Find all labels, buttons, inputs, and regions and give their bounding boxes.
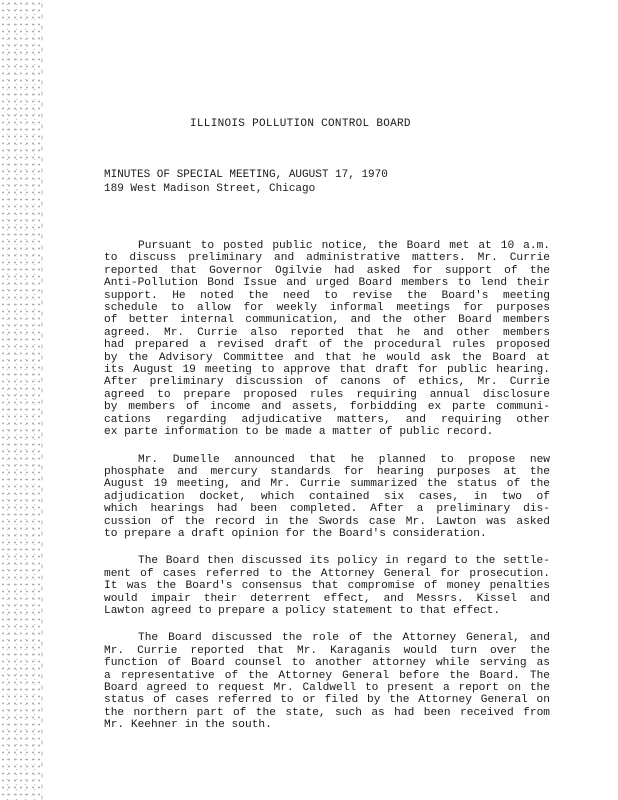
- paragraph-line: cations regarding adjudicative matters, and requiring other: [104, 413, 550, 426]
- minutes-body: [104, 240, 550, 747]
- paragraph-line: its August 19 meeting to approve that draft for public hearing.: [104, 364, 550, 377]
- paragraph-line: status of cases referred to or filed by the Attorney General on: [104, 694, 550, 707]
- paragraph-line: a representative of the Attorney General before the Board. The: [104, 669, 550, 682]
- paragraph-line: which hearings had been completed. After a preliminary dis-: [104, 503, 550, 516]
- minutes-paragraph: [104, 454, 550, 541]
- paragraph-line: Mr. Currie reported that Mr. Karaganis would turn over the: [104, 644, 550, 657]
- paragraph-line: to discuss preliminary and administrative matters. Mr. Currie: [104, 252, 550, 265]
- document-title: ILLINOIS POLLUTION CONTROL BOARD: [190, 118, 411, 130]
- minutes-paragraph: [104, 240, 550, 439]
- paragraph-line: to prepare a draft opinion for the Board's consideration.: [104, 527, 487, 540]
- paragraph-line: Board agreed to request Mr. Caldwell to present a report on the: [104, 682, 550, 694]
- paragraph-line: Anti-Pollution Bond Issue and urged Board members to lend their: [104, 277, 550, 290]
- minutes-paragraph: [104, 555, 550, 617]
- paragraph-line: had prepared a revised draft of the procedural rules proposed: [104, 339, 550, 352]
- meeting-heading-line: MINUTES OF SPECIAL MEETING, AUGUST 17, 1970: [104, 169, 388, 181]
- paragraph-line: cussion of the record in the Swords case Mr. Lawton was asked: [104, 515, 550, 528]
- paragraph-line: by members of income and assets, forbidding ex parte communi-: [104, 401, 550, 414]
- paragraph-line: function of Board counsel to another attorney while serving as: [104, 657, 550, 670]
- paragraph-line: The Board then discussed its policy in regard to the settle-: [138, 555, 550, 568]
- minutes-paragraph: [104, 632, 550, 731]
- paragraph-line: of better internal communication, and the other Board members: [104, 314, 550, 327]
- paragraph-line: the northern part of the state, such as had been received from: [104, 706, 550, 719]
- scan-edge-artifact: [0, 0, 40, 800]
- paragraph-line: support. He noted the need to revise the Board's meeting: [104, 289, 550, 302]
- meeting-heading-line: 189 West Madison Street, Chicago: [104, 183, 316, 195]
- paragraph-line: ment of cases referred to the Attorney General for prosecution.: [104, 567, 550, 580]
- scan-edge-artifact-inner: [40, 0, 44, 800]
- paragraph-line: phosphate and mercury standards for hearing purposes at the: [104, 465, 550, 478]
- paragraph-line: adjudication docket, which contained six cases, in two of: [104, 490, 550, 503]
- paragraph-line: Lawton agreed to prepare a policy statement to that effect.: [104, 604, 501, 617]
- paragraph-line: It was the Board's consensus that compromise of money penalties: [104, 580, 550, 593]
- paragraph-line: The Board discussed the role of the Attorney General, and: [138, 632, 550, 645]
- paragraph-line: Mr. Dumelle announced that he planned to propose new: [138, 453, 550, 466]
- paragraph-line: Pursuant to posted public notice, the Board met at 10 a.m.: [138, 240, 550, 252]
- paragraph-line: agreed. Mr. Currie also reported that he and other members: [104, 326, 550, 339]
- paragraph-line: schedule to allow for weekly informal meetings for purposes: [104, 302, 550, 315]
- paragraph-line: After preliminary discussion of canons of ethics, Mr. Currie: [104, 376, 550, 389]
- meeting-heading: [104, 168, 424, 196]
- paragraph-line: agreed to prepare proposed rules requiring annual disclosure: [104, 388, 550, 401]
- paragraph-line: by the Advisory Committee and that he would ask the Board at: [104, 351, 550, 364]
- paragraph-line: would impair their deterrent effect, and Messrs. Kissel and: [104, 592, 550, 605]
- paragraph-line: ex parte information to be made a matter of public record.: [104, 426, 494, 439]
- paragraph-line: reported that Governor Ogilvie had asked for support of the: [104, 264, 550, 277]
- paragraph-line: Mr. Keehner in the south.: [104, 719, 272, 732]
- paragraph-line: August 19 meeting, and Mr. Currie summarized the status of the: [104, 478, 550, 491]
